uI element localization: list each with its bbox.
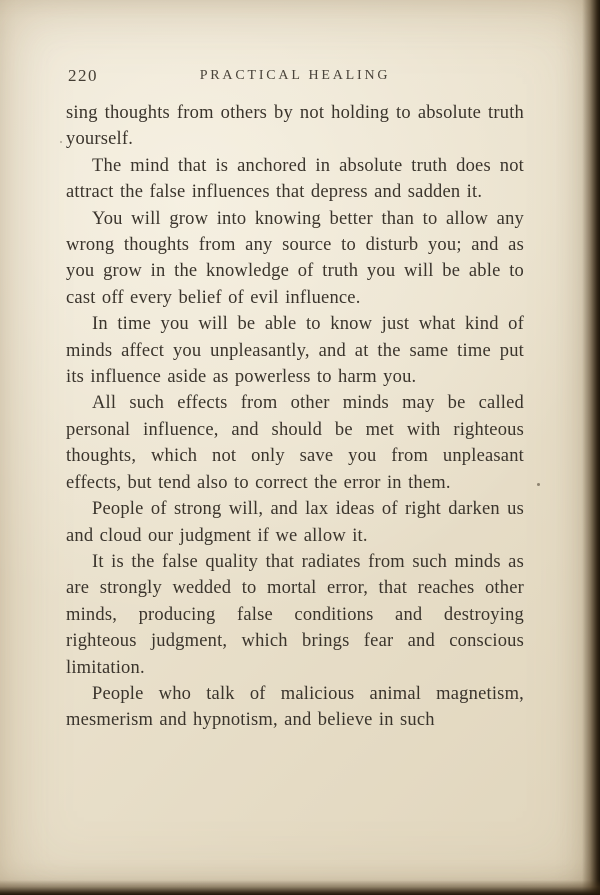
paragraph: People of strong will, and lax ideas of right darken us and cloud our judgment if we allow it.: [66, 499, 524, 546]
paragraph: The mind that is anchored in absolute truth does not attract the false influences that depress and sadden it.: [66, 155, 524, 203]
paper-speck: [60, 141, 62, 143]
page-number: 220: [68, 66, 98, 85]
paragraph: In time you will be able to know just what kind of minds affect you unpleasantly, and at the same time put its influence aside as powerless to harm you.: [66, 314, 524, 388]
running-title: PRACTICAL HEALING: [199, 68, 391, 83]
page-edge-right: [582, 0, 600, 895]
paper-speck: [537, 483, 540, 486]
paragraph: It is the false quality that radiates from such minds as are strongly wedded to mortal error, that reaches other minds, producing false conditions and destroying righteous judgment, which brings fear and conscious limitation.: [66, 551, 524, 678]
page-body: [66, 100, 524, 734]
paragraph: People who talk of malicious animal magnetism, mesmerism and hypnotism, and believe in such: [66, 683, 524, 731]
paragraph: You will grow into knowing better than to allow any wrong thoughts from any source to disturb you; and as you grow in the knowledge of truth you will be able to cast off every belief of evil influence.: [66, 208, 524, 308]
page-edge-bottom: [0, 880, 600, 895]
page-header: [66, 65, 524, 87]
paragraph: sing thoughts from others by not holding to absolute truth yourself.: [66, 103, 524, 150]
paragraph: All such effects from other minds may be called personal influence, and should be met with righteous thoughts, which not only save you from unpleasant effects, but tend also to correct the error in them.: [66, 393, 524, 493]
